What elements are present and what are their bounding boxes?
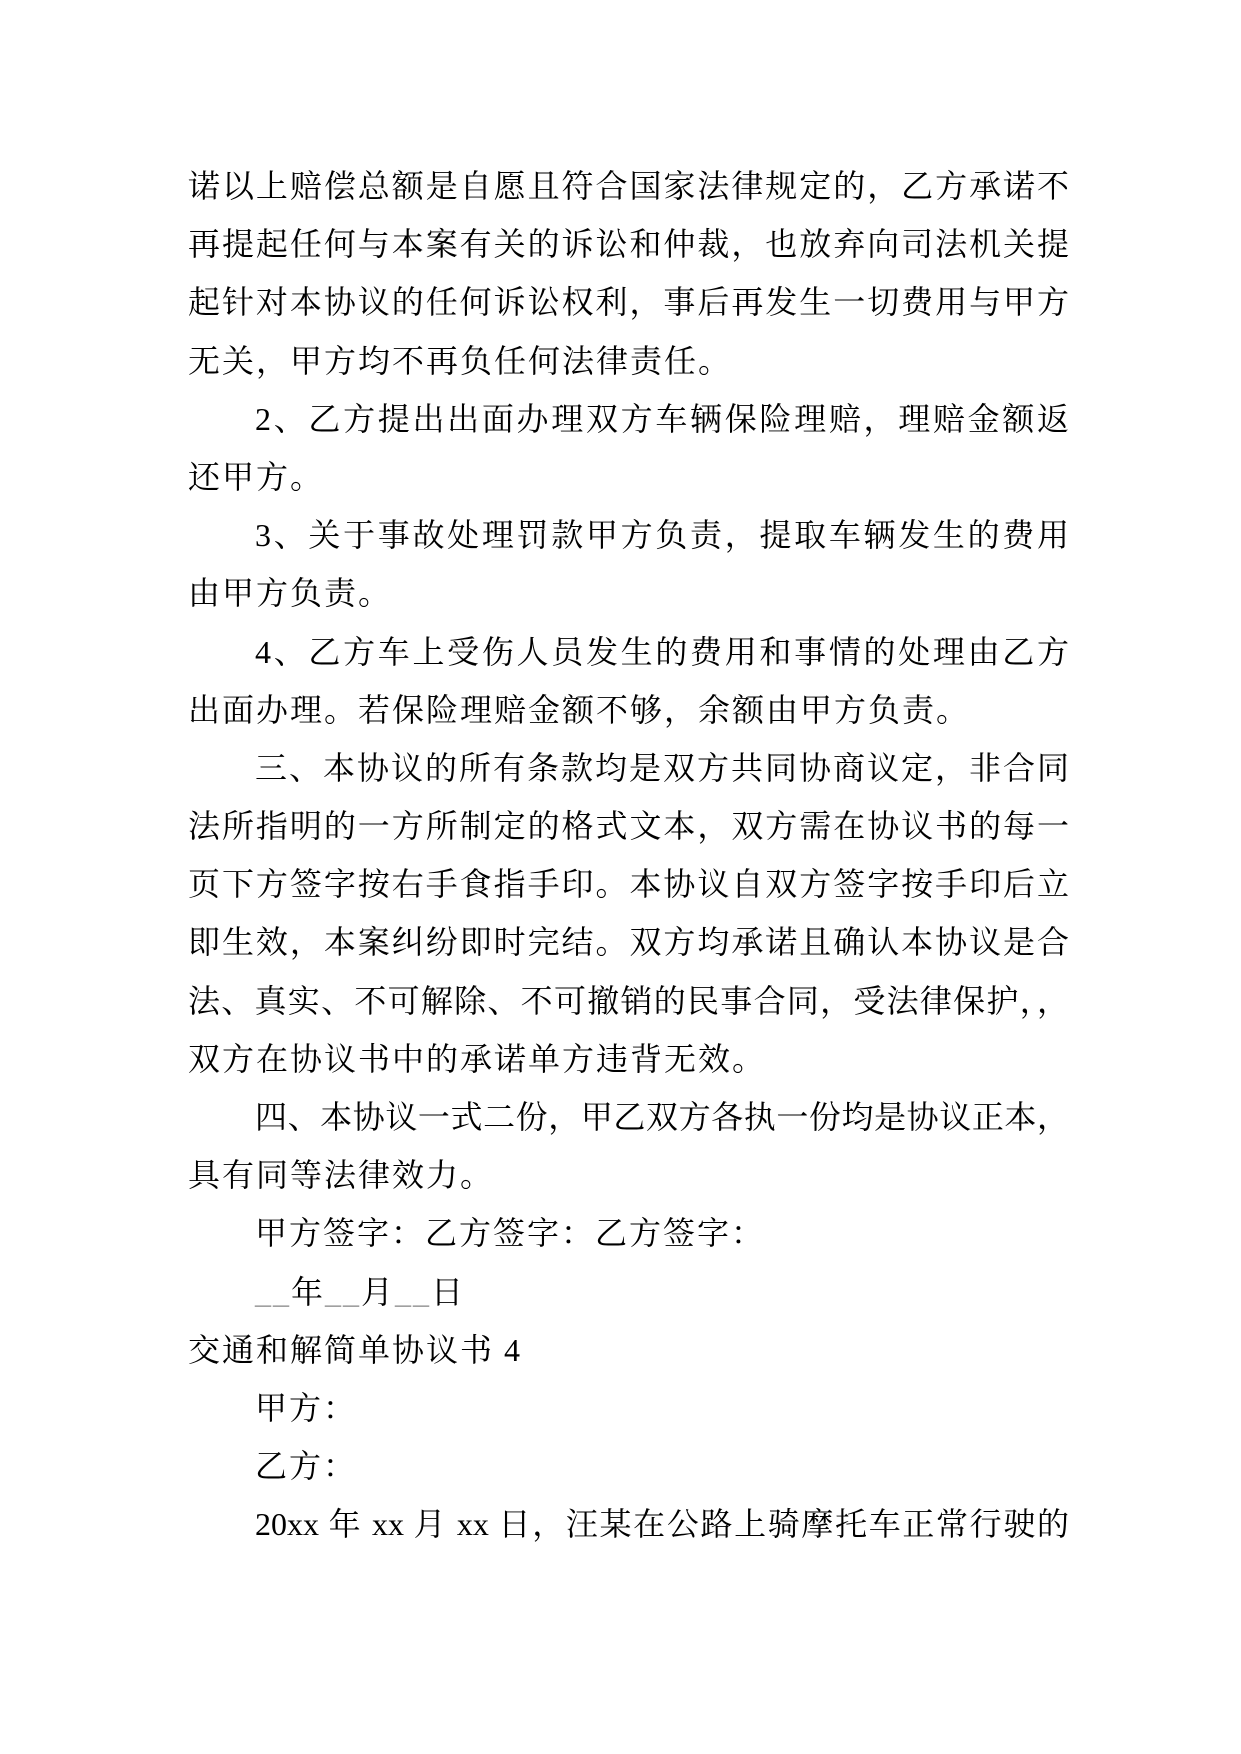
body-line: 法所指明的一方所制定的格式文本，双方需在协议书的每一: [188, 808, 1069, 845]
month-label: 月: [361, 1273, 396, 1310]
year-label: 年: [291, 1273, 326, 1310]
body-line: 由甲方负责。: [188, 575, 393, 612]
article-3-line: 三、本协议的所有条款均是双方共同协商议定，非合同: [255, 749, 1069, 786]
body-line: 具有同等法律效力。: [188, 1157, 495, 1194]
body-line: 页下方签字按右手食指手印。本协议自双方签字按手印后立: [188, 866, 1069, 903]
body-line: 法、真实、不可解除、不可撤销的民事合同，受法律保护，，: [188, 982, 1069, 1019]
clause-4-line: 4、乙方车上受伤人员发生的费用和事情的处理由乙方: [255, 633, 1069, 670]
party-a-line: 甲方：: [255, 1389, 358, 1426]
clause-2-line: 2、乙方提出出面办理双方车辆保险理赔，理赔金额返: [255, 400, 1069, 437]
contract-text-block: [188, 157, 1069, 1554]
body-line: 无关，甲方均不再负任何法律责任。: [188, 342, 733, 379]
body-line: 双方在协议书中的承诺单方违背无效。: [188, 1040, 767, 1077]
section-heading: 交通和解简单协议书 4: [188, 1331, 523, 1368]
day-blank-underscore: __: [395, 1273, 432, 1310]
date-line: [188, 1263, 1069, 1321]
body-line: 起针对本协议的任何诉讼权利，事后再发生一切费用与甲方: [188, 284, 1069, 321]
month-blank-underscore: __: [325, 1273, 362, 1310]
signature-line: 甲方签字：乙方签字：乙方签字：: [255, 1215, 766, 1252]
party-b-line: 乙方：: [255, 1448, 358, 1485]
body-line: 还甲方。: [188, 458, 325, 495]
body-line: 再提起任何与本案有关的诉讼和仲裁，也放弃向司法机关提: [188, 226, 1069, 263]
body-line: 出面办理。若保险理赔金额不够，余额由甲方负责。: [188, 691, 971, 728]
year-blank-underscore: __: [255, 1273, 291, 1310]
body-line: 即生效，本案纠纷即时完结。双方均承诺且确认本协议是合: [188, 924, 1069, 961]
body-line: 20xx 年 xx 月 xx 日，汪某在公路上骑摩托车正常行驶的: [255, 1506, 1069, 1543]
article-4-line: 四、本协议一式二份，甲乙双方各执一份均是协议正本，: [255, 1099, 1069, 1135]
day-label: 日: [431, 1273, 466, 1310]
body-line: 诺以上赔偿总额是自愿且符合国家法律规定的，乙方承诺不: [188, 168, 1069, 204]
clause-3-line: 3、关于事故处理罚款甲方负责，提取车辆发生的费用: [255, 517, 1069, 554]
